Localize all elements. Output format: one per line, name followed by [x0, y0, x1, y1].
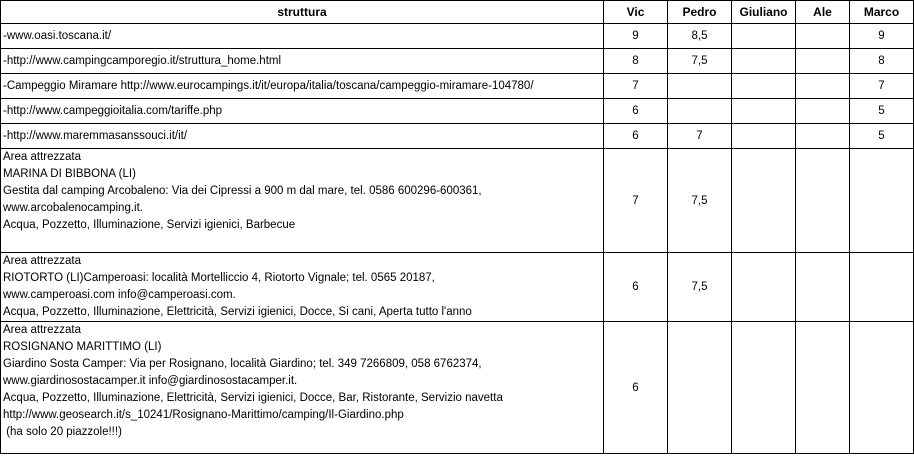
struttura-cell[interactable]: [1, 253, 604, 322]
ale-cell[interactable]: [796, 99, 850, 124]
giuliano-cell[interactable]: [732, 124, 796, 149]
struttura-line: Area attrezzata: [3, 151, 81, 163]
struttura-line: Gestita dal camping Arcobaleno: Via dei Cipressi a 900 m dal mare, tel. 0586 600296-600361,: [3, 185, 482, 197]
ale-cell[interactable]: [796, 322, 850, 454]
giuliano-cell[interactable]: [732, 322, 796, 454]
header-pedro[interactable]: Pedro: [668, 1, 732, 24]
struttura-line: -http://www.maremmasanssouci.it/it/: [3, 129, 188, 142]
table-row: [1, 124, 914, 149]
table-row: [1, 24, 914, 49]
marco-cell[interactable]: 5: [850, 124, 914, 149]
header-marco[interactable]: Marco: [850, 1, 914, 24]
pedro-cell[interactable]: 7,5: [668, 149, 732, 253]
marco-cell[interactable]: 8: [850, 49, 914, 74]
pedro-cell[interactable]: 7: [668, 124, 732, 149]
header-ale[interactable]: Ale: [796, 1, 850, 24]
pedro-cell[interactable]: [668, 322, 732, 454]
vic-cell[interactable]: 7: [604, 149, 668, 253]
vic-cell[interactable]: 6: [604, 322, 668, 454]
struttura-cell[interactable]: [1, 99, 604, 124]
struttura-line: Acqua, Pozzetto, Illuminazione, Servizi igienici, Barbecue: [3, 219, 296, 231]
table-row: [1, 149, 914, 253]
struttura-cell[interactable]: [1, 49, 604, 74]
pedro-cell[interactable]: 7,5: [668, 49, 732, 74]
marco-cell[interactable]: [850, 149, 914, 253]
marco-cell[interactable]: [850, 322, 914, 454]
marco-cell[interactable]: 9: [850, 24, 914, 49]
struttura-line: www.camperoasi.com info@camperoasi.com.: [3, 289, 236, 301]
struttura-line: Giardino Sosta Camper: Via per Rosignano, località Giardino; tel. 349 7266809, 058 6762374,: [3, 358, 482, 370]
struttura-line: Acqua, Pozzetto, Illuminazione, Elettricità, Servizi igienici, Docce, Si cani, Aperta tutto l'anno: [3, 306, 472, 318]
giuliano-cell[interactable]: [732, 74, 796, 99]
struttura-cell[interactable]: [1, 74, 604, 99]
struttura-line: MARINA DI BIBBONA (LI): [3, 168, 136, 180]
header-row: [1, 1, 914, 24]
table-row: [1, 74, 914, 99]
header-vic[interactable]: Vic: [604, 1, 668, 24]
struttura-cell[interactable]: [1, 322, 604, 454]
struttura-cell[interactable]: [1, 149, 604, 253]
struttura-line: www.arcobalenocamping.it.: [3, 202, 143, 214]
pedro-cell[interactable]: [668, 74, 732, 99]
table-row: [1, 253, 914, 322]
struttura-line: (ha solo 20 piazzole!!!): [3, 426, 122, 438]
table-row: [1, 49, 914, 74]
marco-cell[interactable]: 5: [850, 99, 914, 124]
giuliano-cell[interactable]: [732, 24, 796, 49]
struttura-line: Area attrezzata: [3, 255, 81, 267]
struttura-line: http://www.geosearch.it/s_10241/Rosignano-Marittimo/camping/Il-Giardino.php: [3, 409, 404, 421]
pedro-cell[interactable]: 8,5: [668, 24, 732, 49]
marco-cell[interactable]: 7: [850, 74, 914, 99]
ale-cell[interactable]: [796, 253, 850, 322]
struttura-line: Acqua, Pozzetto, Illuminazione, Elettricità, Servizi igienici, Docce, Bar, Ristorante, Servizio navetta: [3, 392, 503, 404]
struttura-line: -Campeggio Miramare http://www.eurocampings.it/it/europa/italia/toscana/campeggio-miramare-104780/: [3, 79, 534, 92]
ale-cell[interactable]: [796, 49, 850, 74]
struttura-line: -http://www.campingcamporegio.it/struttura_home.html: [3, 54, 282, 67]
vic-cell[interactable]: 6: [604, 124, 668, 149]
struttura-cell[interactable]: [1, 24, 604, 49]
giuliano-cell[interactable]: [732, 253, 796, 322]
struttura-cell[interactable]: [1, 124, 604, 149]
marco-cell[interactable]: [850, 253, 914, 322]
struttura-line: RIOTORTO (LI)Camperoasi: località Mortelliccio 4, Riotorto Vignale; tel. 0565 20187,: [3, 272, 435, 284]
vic-cell[interactable]: 9: [604, 24, 668, 49]
pedro-cell[interactable]: 7,5: [668, 253, 732, 322]
giuliano-cell[interactable]: [732, 49, 796, 74]
giuliano-cell[interactable]: [732, 149, 796, 253]
header-giuliano[interactable]: Giuliano: [732, 1, 796, 24]
ale-cell[interactable]: [796, 74, 850, 99]
header-struttura[interactable]: struttura: [1, 1, 604, 24]
struttura-line: Area attrezzata: [3, 324, 81, 336]
pedro-cell[interactable]: [668, 99, 732, 124]
ale-cell[interactable]: [796, 24, 850, 49]
vic-cell[interactable]: 8: [604, 49, 668, 74]
vic-cell[interactable]: 7: [604, 74, 668, 99]
ale-cell[interactable]: [796, 124, 850, 149]
giuliano-cell[interactable]: [732, 99, 796, 124]
struttura-line: -www.oasi.toscana.it/: [3, 29, 112, 42]
struttura-line: ROSIGNANO MARITTIMO (LI): [3, 341, 162, 353]
vic-cell[interactable]: 6: [604, 253, 668, 322]
vic-cell[interactable]: 6: [604, 99, 668, 124]
ale-cell[interactable]: [796, 149, 850, 253]
struttura-line: www.giardinosostacamper.it info@giardinosostacamper.it.: [3, 375, 298, 387]
table-row: [1, 322, 914, 454]
table-row: [1, 99, 914, 124]
struttura-line: -http://www.campeggioitalia.com/tariffe.php: [3, 104, 223, 117]
